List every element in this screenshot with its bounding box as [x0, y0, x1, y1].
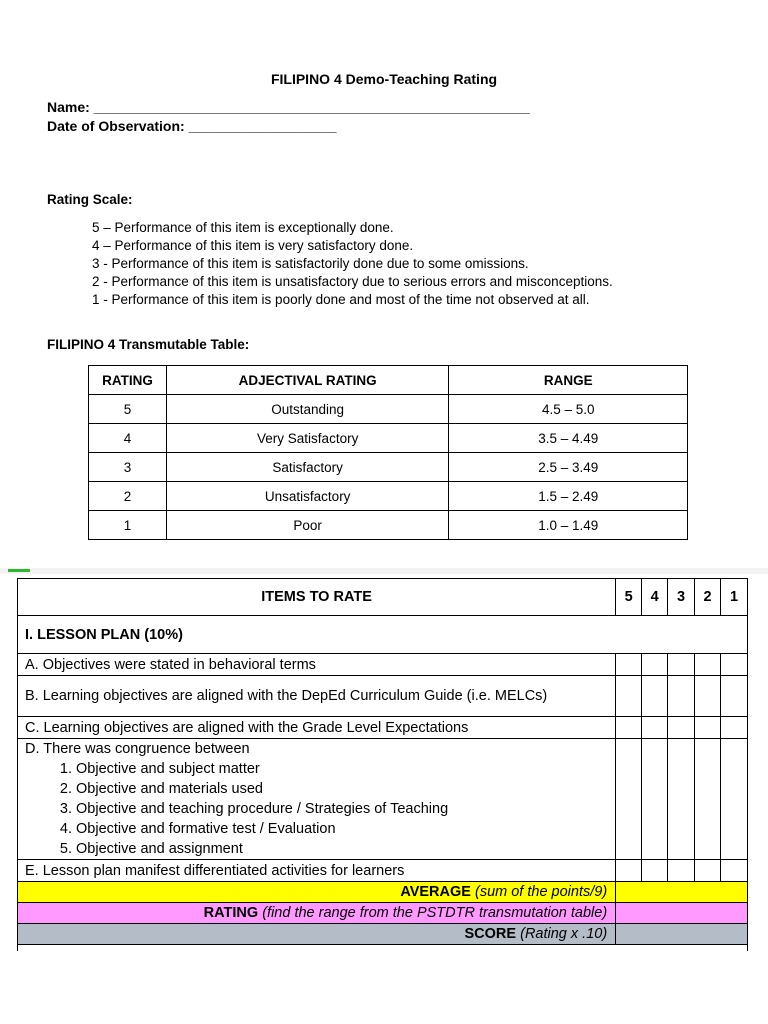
score-cell[interactable]	[616, 860, 642, 882]
list-item: 5. Objective and assignment	[76, 839, 615, 859]
table-cell: 1.0 – 1.49	[449, 511, 688, 540]
table-row	[18, 860, 748, 882]
table-row	[89, 424, 688, 453]
score-note: (Rating x .10)	[520, 926, 608, 942]
table-cell: Poor	[166, 511, 449, 540]
table-row	[18, 654, 748, 676]
table-row	[89, 511, 688, 540]
rating-scale-list	[92, 219, 613, 309]
table-cell: Outstanding	[166, 395, 449, 424]
table-row	[18, 739, 748, 860]
average-title: AVERAGE	[400, 884, 471, 900]
table-cell: Very Satisfactory	[166, 424, 449, 453]
table-header-row	[18, 579, 748, 616]
name-line: Name: ________________________________________________________	[47, 99, 530, 115]
rating-scale-item: 2 - Performance of this item is unsatisfactory due to serious errors and misconceptions.	[92, 274, 613, 289]
score-cell[interactable]	[721, 654, 748, 676]
rating-scale-item: 4 – Performance of this item is very satisfactory done.	[92, 238, 414, 253]
score-cell[interactable]	[642, 654, 668, 676]
score-cell[interactable]	[616, 676, 642, 717]
score-cell[interactable]	[721, 717, 748, 739]
table-row	[18, 945, 748, 952]
column-header: ADJECTIVAL RATING	[166, 366, 449, 395]
score-cell[interactable]	[695, 717, 721, 739]
table-cell: 1.5 – 2.49	[449, 482, 688, 511]
average-value-cell[interactable]	[616, 882, 748, 903]
table-cell: 4.5 – 5.0	[449, 395, 688, 424]
item-text: B. Learning objectives are aligned with the DepEd Curriculum Guide (i.e. MELCs)	[18, 676, 616, 717]
score-cell[interactable]	[616, 654, 642, 676]
rating-title: RATING	[203, 905, 259, 921]
rating-scale-item: 3 - Performance of this item is satisfactorily done due to some omissions.	[92, 256, 529, 271]
score-value-cell[interactable]	[616, 924, 748, 945]
rating-scale-item: 1 - Performance of this item is poorly done and most of the time not observed at all.	[92, 292, 590, 307]
list-item: 2. Objective and materials used	[76, 779, 615, 799]
item-text: C. Learning objectives are aligned with the Grade Level Expectations	[18, 717, 616, 739]
list-item: 3. Objective and teaching procedure / Strategies of Teaching	[76, 799, 615, 819]
section-row	[18, 616, 748, 654]
rating-label	[18, 903, 616, 924]
table-header-row	[89, 366, 688, 395]
average-row	[18, 882, 748, 903]
rating-scale-item: 5 – Performance of this item is exceptionally done.	[92, 220, 394, 235]
table-row	[89, 482, 688, 511]
items-to-rate-header: ITEMS TO RATE	[18, 579, 616, 616]
score-cell[interactable]	[721, 860, 748, 882]
green-accent-mark	[8, 569, 30, 572]
rating-value-cell[interactable]	[616, 903, 748, 924]
score-cell[interactable]	[616, 739, 642, 860]
document-title: FILIPINO 4 Demo-Teaching Rating	[270, 71, 498, 87]
score-cell[interactable]	[642, 739, 668, 860]
score-cell[interactable]	[695, 654, 721, 676]
congruence-list	[25, 759, 615, 859]
score-cell[interactable]	[668, 676, 695, 717]
item-text: E. Lesson plan manifest differentiated activities for learners	[18, 860, 616, 882]
average-note: (sum of the points/9)	[474, 884, 608, 900]
score-column-header: 1	[721, 579, 748, 616]
item-d-text: D. There was congruence between	[25, 741, 250, 757]
items-to-rate-table	[17, 578, 748, 951]
table-cell: 3	[89, 453, 167, 482]
table-cell: 4	[89, 424, 167, 453]
average-label	[18, 882, 616, 903]
table-row	[89, 395, 688, 424]
column-header: RANGE	[449, 366, 688, 395]
table-cell: Satisfactory	[166, 453, 449, 482]
blank-cell	[18, 945, 748, 952]
rating-note: (find the range from the PSTDTR transmutation table)	[262, 905, 608, 921]
score-cell[interactable]	[695, 860, 721, 882]
table-cell: 2	[89, 482, 167, 511]
list-item: 1. Objective and subject matter	[76, 759, 615, 779]
score-cell[interactable]	[721, 676, 748, 717]
score-row	[18, 924, 748, 945]
table-cell: 5	[89, 395, 167, 424]
score-column-header: 5	[616, 579, 642, 616]
score-cell[interactable]	[642, 676, 668, 717]
score-cell[interactable]	[616, 717, 642, 739]
score-column-header: 3	[668, 579, 695, 616]
date-of-observation-line: Date of Observation: ___________________	[47, 118, 337, 134]
page-divider	[0, 568, 768, 574]
table-cell: Unsatisfactory	[166, 482, 449, 511]
score-cell[interactable]	[721, 739, 748, 860]
score-cell[interactable]	[642, 717, 668, 739]
column-header: RATING	[89, 366, 167, 395]
item-text	[18, 739, 616, 860]
item-text: A. Objectives were stated in behavioral terms	[18, 654, 616, 676]
rating-row	[18, 903, 748, 924]
table-row	[89, 453, 688, 482]
score-cell[interactable]	[695, 739, 721, 860]
list-item: 4. Objective and formative test / Evaluation	[76, 819, 615, 839]
table-row	[18, 717, 748, 739]
rating-scale-heading: Rating Scale:	[47, 192, 133, 207]
score-cell[interactable]	[668, 860, 695, 882]
section-title: I. LESSON PLAN (10%)	[18, 616, 748, 654]
score-title: SCORE	[464, 926, 517, 942]
score-column-header: 2	[695, 579, 721, 616]
score-column-header: 4	[642, 579, 668, 616]
score-cell[interactable]	[695, 676, 721, 717]
score-label	[18, 924, 616, 945]
table-row	[18, 676, 748, 717]
score-cell[interactable]	[668, 654, 695, 676]
score-cell[interactable]	[668, 717, 695, 739]
transmutable-table-heading: FILIPINO 4 Transmutable Table:	[47, 337, 250, 352]
score-cell[interactable]	[668, 739, 695, 860]
table-cell: 3.5 – 4.49	[449, 424, 688, 453]
table-cell: 1	[89, 511, 167, 540]
table-cell: 2.5 – 3.49	[449, 453, 688, 482]
transmutable-table	[88, 365, 688, 540]
score-cell[interactable]	[642, 860, 668, 882]
